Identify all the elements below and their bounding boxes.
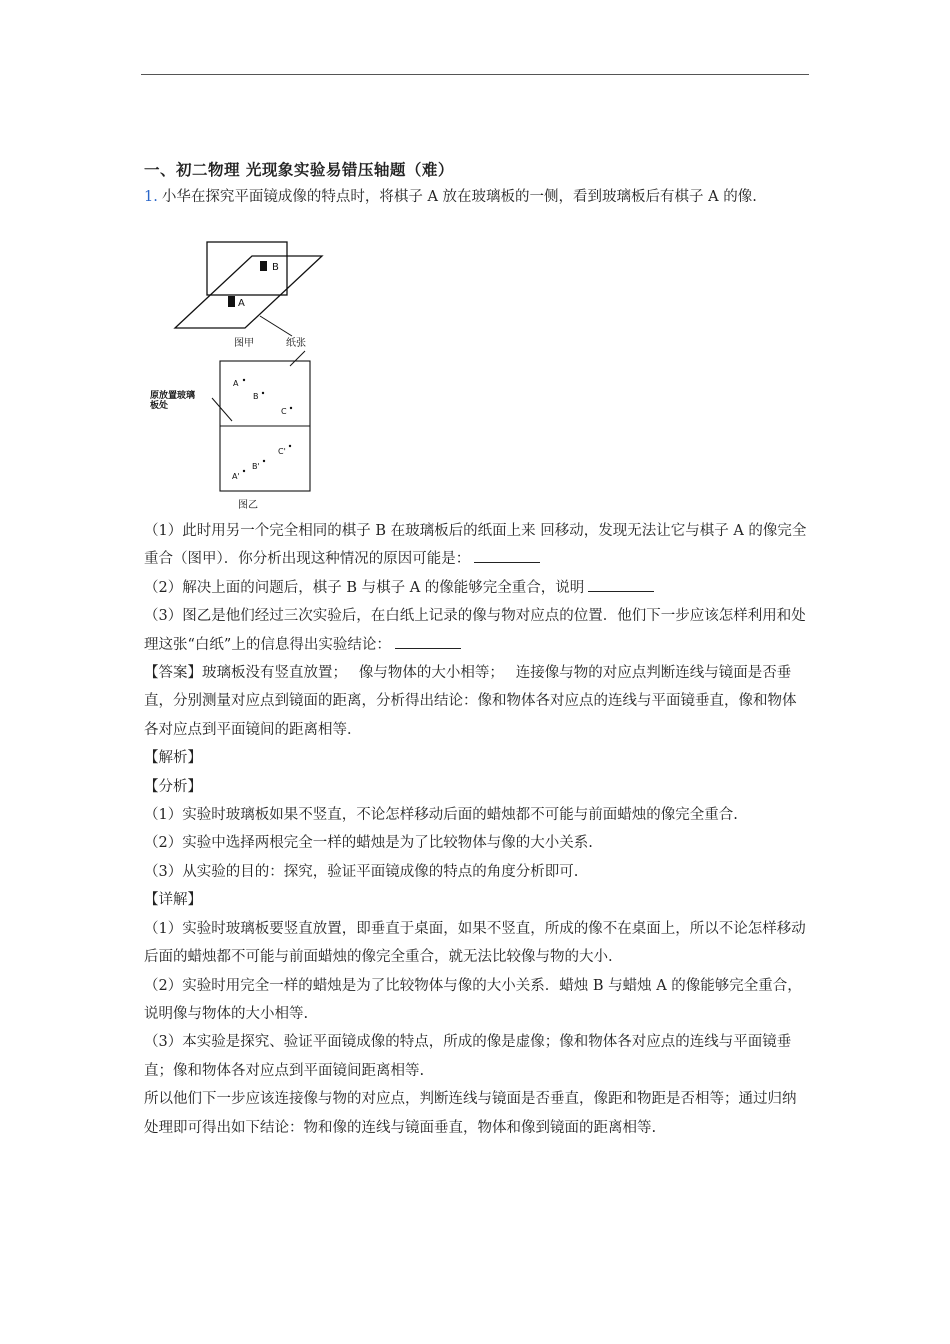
- point-c-image-dot: [289, 445, 291, 447]
- section-title: 一、初二物理 光现象实验易错压轴题（难）: [144, 161, 454, 179]
- glass-position-pointer: [212, 398, 232, 421]
- point-a-dot: [243, 379, 245, 381]
- point-a-image: A': [232, 472, 240, 481]
- answer-blank-1[interactable]: [474, 548, 540, 563]
- glass-position-label: 原放置玻璃: [150, 391, 196, 401]
- question-body: [144, 517, 810, 1142]
- table-plane: [175, 256, 322, 328]
- fenxi-2: （2）实验中选择两根完全一样的蜡烛是为了比较物体与像的大小关系.: [144, 835, 593, 852]
- point-b-image: B': [252, 462, 260, 471]
- answer-blank-3[interactable]: [395, 634, 461, 649]
- point-c: C: [281, 407, 287, 416]
- chess-a-icon: [228, 296, 235, 307]
- point-c-dot: [290, 407, 292, 409]
- paper-label: 纸张: [286, 338, 306, 349]
- part-2-text: （2）解决上面的问题后，棋子 B 与棋子 A 的像能够完全重合，说明: [144, 579, 585, 596]
- question-stem-text: 小华在探究平面镜成像的特点时，将棋子 A 放在玻璃板的一侧，看到玻璃板后有棋子 A 的像.: [161, 189, 757, 205]
- part-2: [144, 574, 810, 602]
- answer-blank-2[interactable]: [588, 577, 654, 592]
- part-3: [144, 602, 810, 659]
- xiangjie-3: （3）本实验是探究、验证平面镜成像的特点，所成的像是虚像；像和物体各对应点的连线与平面镜垂直；像和物体各对应点到平面镜间距离相等.: [144, 1034, 792, 1079]
- part-3-text: （3）图乙是他们经过三次实验后，在白纸上记录的像与物对应点的位置．他们下一步应该怎样利用和处理这张“白纸”上的信息得出实验结论：: [144, 608, 806, 653]
- paper-pointer: [260, 316, 292, 336]
- xiangjie-4: 所以他们下一步应该连接像与物的对应点，判断连线与镜面是否垂直，像距和物距是否相等；通过归纳处理即可得出如下结论：物和像的连线与镜面垂直，物体和像到镜面的距离相等.: [144, 1091, 797, 1136]
- fig-b-caption: 图乙: [238, 500, 258, 511]
- paper-pointer-2: [290, 351, 305, 366]
- header-rule: [141, 74, 809, 75]
- xiangjie-label: 【详解】: [144, 892, 202, 909]
- fenxi-1: （1）实验时玻璃板如果不竖直，不论怎样移动后面的蜡烛都不可能与前面蜡烛的像完全重合.: [144, 807, 738, 824]
- chess-b-label: B: [272, 262, 279, 273]
- jiexi-label: 【解析】: [144, 750, 202, 767]
- point-c-image: C': [278, 447, 286, 456]
- point-a: A: [233, 379, 239, 388]
- chess-b-icon: [260, 261, 267, 271]
- question-number: 1.: [144, 189, 158, 205]
- xiangjie-1: （1）实验时玻璃板要竖直放置，即垂直于桌面，如果不竖直，所成的像不在桌面上，所以不论怎样移动后面的蜡烛都不可能与前面蜡烛的像完全重合，就无法比较像与物的大小.: [144, 920, 806, 966]
- fig-a-caption: 图甲: [234, 338, 254, 349]
- part-1-text: （1）此时用另一个完全相同的棋子 B 在玻璃板后的纸面上来 回移动，发现无法让它与棋子 A 的像完全重合（图甲）．你分析出现这种情况的原因可能是：: [144, 523, 807, 568]
- point-b: B: [253, 392, 259, 401]
- xiangjie-2: （2）实验时用完全一样的蜡烛是为了比较物体与像的大小关系．蜡烛 B 与蜡烛 A 的像能够完全重合，说明像与物体的大小相等.: [144, 977, 802, 1022]
- experiment-figure: [140, 236, 350, 516]
- question-stem: [144, 183, 810, 212]
- point-a-image-dot: [243, 470, 245, 472]
- answer: 【答案】玻璃板没有竖直放置； 像与物体的大小相等； 连接像与物的对应点判断连线与镜面是否垂直，分别测量对应点到镜面的距离，分析得出结论：像和物体各对应点的连线与平面镜垂直，像和物体各对应点到平面镜间的距离相等．: [144, 665, 797, 738]
- point-b-image-dot: [263, 460, 265, 462]
- fenxi-3: （3）从实验的目的：探究，验证平面镜成像的特点的角度分析即可.: [144, 863, 579, 880]
- point-b-dot: [262, 392, 264, 394]
- glass-position-label-2: 板处: [150, 401, 169, 411]
- part-1: [144, 517, 810, 574]
- fenxi-label: 【分析】: [144, 778, 202, 795]
- chess-a-label: A: [238, 298, 245, 309]
